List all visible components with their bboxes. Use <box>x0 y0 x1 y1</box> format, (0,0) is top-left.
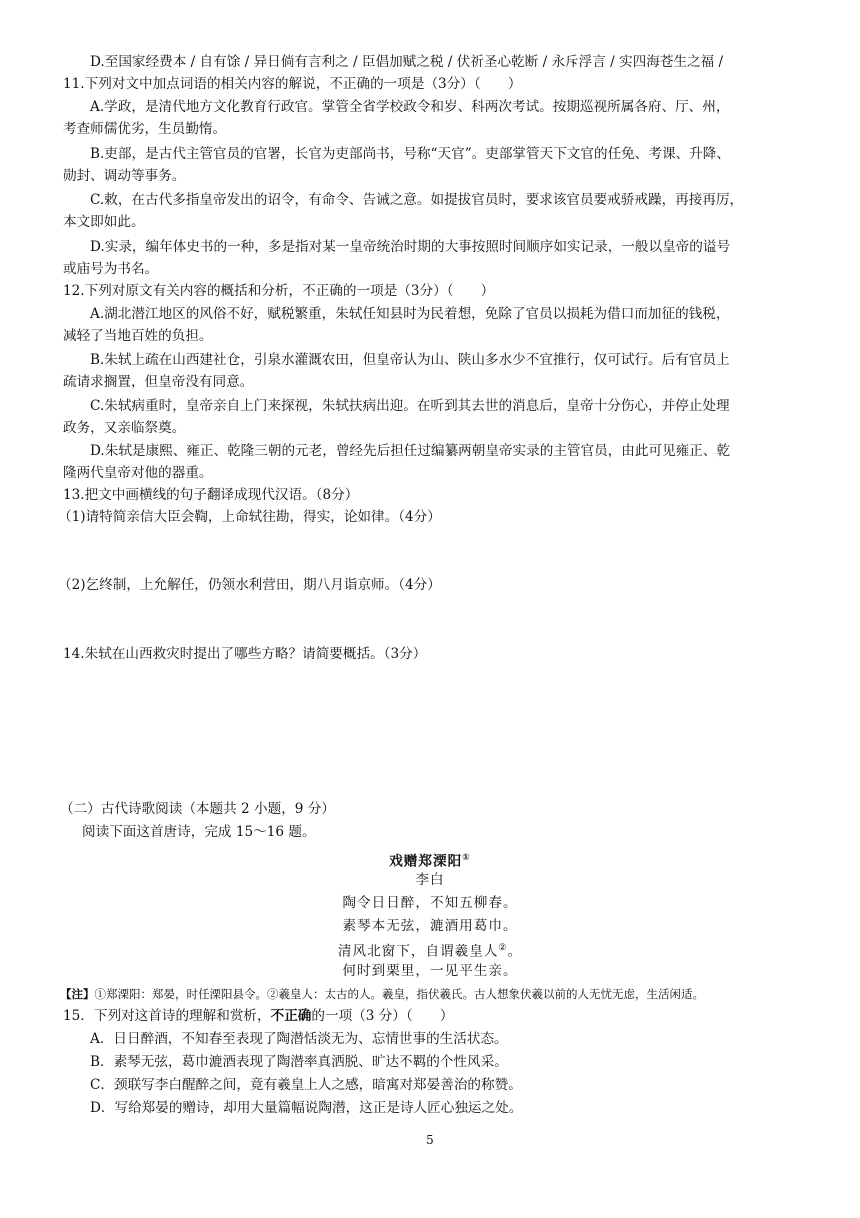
q12-stem: 12.下列对原文有关内容的概括和分析，不正确的一项是（3分）（ ） <box>63 283 495 299</box>
q11-option-d-cont: 或庙号为书名。 <box>63 261 159 277</box>
poem-author: 李白 <box>415 872 445 888</box>
q12-option-c-cont: 政务，又亲临祭奠。 <box>63 420 186 436</box>
q12-option-b: B.朱轼上疏在山西建社仓，引泉水灌溉农田，但皇帝认为山、陕山多水少不宜推行，仅可试行。后有官员上 <box>90 352 730 368</box>
q11-option-b: B.吏部，是古代主管官员的官署，长官为吏部尚书，号称“天官”。吏部掌管天下文官的任免、考课、升降、 <box>90 146 730 162</box>
q15-option-c: C．颈联写李白醒醉之间，竟有羲皇上人之感，暗寓对郑晏善治的称赞。 <box>90 1077 522 1093</box>
q15-stem-pre: 15．下列对这首诗的理解和赏析， <box>63 1008 271 1024</box>
q14-stem: 14.朱轼在山西救灾时提出了哪些方略？请简要概括。（3分） <box>63 646 427 662</box>
note-label: 【注】 <box>60 987 95 1001</box>
poem-line-3-text: 清风北窗下，自谓羲皇人 <box>337 943 499 960</box>
poem-note <box>60 984 704 1004</box>
q15-option-d: D．写给郑晏的赠诗，却用大量篇幅说陶潜，这正是诗人匠心独运之处。 <box>90 1100 523 1116</box>
q13-sentence-2: （2)乞终制，上允解任，仍领水利营田，期八月诣京师。（4分） <box>58 577 441 593</box>
poem-line-4: 何时到栗里，一见平生亲。 <box>342 963 518 979</box>
q11-option-c: C.敕，在古代多指皇帝发出的诏令，有命令、告诫之意。如提拔官员时，要求该官员要戒骄戒躁，再接再厉， <box>90 192 744 208</box>
poem-line-3-end: 。 <box>507 943 523 960</box>
q13-sentence-1: （1)请特简亲信大臣会鞫，上命轼往勘，得实，论如律。（4分） <box>58 509 441 525</box>
q11-option-b-cont: 勋封、调动等事务。 <box>63 168 186 184</box>
q12-option-a-cont: 减轻了当地百姓的负担。 <box>63 328 213 344</box>
q11-option-c-cont: 本文即如此。 <box>63 214 145 230</box>
q11-option-a: A.学政，是清代地方文化教育行政官。掌管全省学校政令和岁、科两次考试。按期巡视所属各府、厅、州， <box>90 99 730 115</box>
poem-title <box>0 848 860 872</box>
poem-line-1: 陶令日日醉，不知五柳春。 <box>342 895 518 911</box>
q13-stem: 13.把文中画横线的句子翻译成现代汉语。（8分） <box>63 487 359 503</box>
q15-option-b: B．素琴无弦，葛巾漉酒表现了陶潜率真洒脱、旷达不羁的个性风采。 <box>90 1054 508 1070</box>
q12-option-c: C.朱轼病重时，皇帝亲自上门来探视，朱轼扶病出迎。在听到其去世的消息后，皇帝十分伤心，并停止处理 <box>90 398 730 414</box>
q11-stem: 11.下列对文中加点词语的相关内容的解说，不正确的一项是（3分）（ ） <box>63 76 522 92</box>
q12-option-d: D.朱轼是康熙、雍正、乾隆三朝的元老，曾经先后担任过编纂两朝皇帝实录的主管官员，由此可见雍正、乾 <box>90 443 731 459</box>
section-heading: （二）古代诗歌阅读（本题共 2 小题，9 分） <box>60 801 335 817</box>
q15-option-a: A．日日醉酒，不知春至表现了陶潜恬淡无为、忘情世事的生活状态。 <box>90 1031 508 1047</box>
q12-option-b-cont: 疏请求搁置，但皇帝没有同意。 <box>63 374 254 390</box>
q11-option-a-cont: 考查师儒优劣，生员勤惰。 <box>63 121 227 137</box>
page-number: 5 <box>426 1133 434 1147</box>
q10-option-d: D.至国家经费本 / 自有馀 / 异日倘有言利之 / 臣倡加赋之税 / 伏祈圣心乾断 / 永斥浮言 / 实四海苍生之福 / <box>90 54 724 70</box>
q12-option-d-cont: 隆两代皇帝对他的器重。 <box>63 465 213 481</box>
poem-title-text: 戏赠郑溧阳 <box>389 853 463 870</box>
q12-option-a: A.湖北潜江地区的风俗不好，赋税繁重，朱轼任知县时为民着想，免除了官员以损耗为借口而加征的钱税， <box>90 306 730 322</box>
section-intro: 阅读下面这首唐诗，完成 15～16 题。 <box>82 824 316 840</box>
poem-line-2: 素琴本无弦，漉酒用葛巾。 <box>342 918 518 934</box>
q15-stem-post: 的一项（3 分）（ ） <box>311 1008 454 1024</box>
q15-stem <box>63 1006 454 1026</box>
poem-line-3-footnote-mark: ② <box>498 943 508 953</box>
note-text: ①郑溧阳：郑晏，时任溧阳县令。②羲皇人：太古的人。羲皇，指伏羲氏。古人想象伏羲以前的人无忧无虑，生活闲适。 <box>94 987 704 1001</box>
q11-option-d: D.实录，编年体史书的一种，多是指对某一皇帝统治时期的大事按照时间顺序如实记录，一般以皇帝的谥号 <box>90 239 731 255</box>
poem-line-3 <box>0 938 860 962</box>
q15-stem-emphasis: 不正确 <box>270 1008 312 1024</box>
poem-title-footnote-mark: ① <box>462 853 471 863</box>
